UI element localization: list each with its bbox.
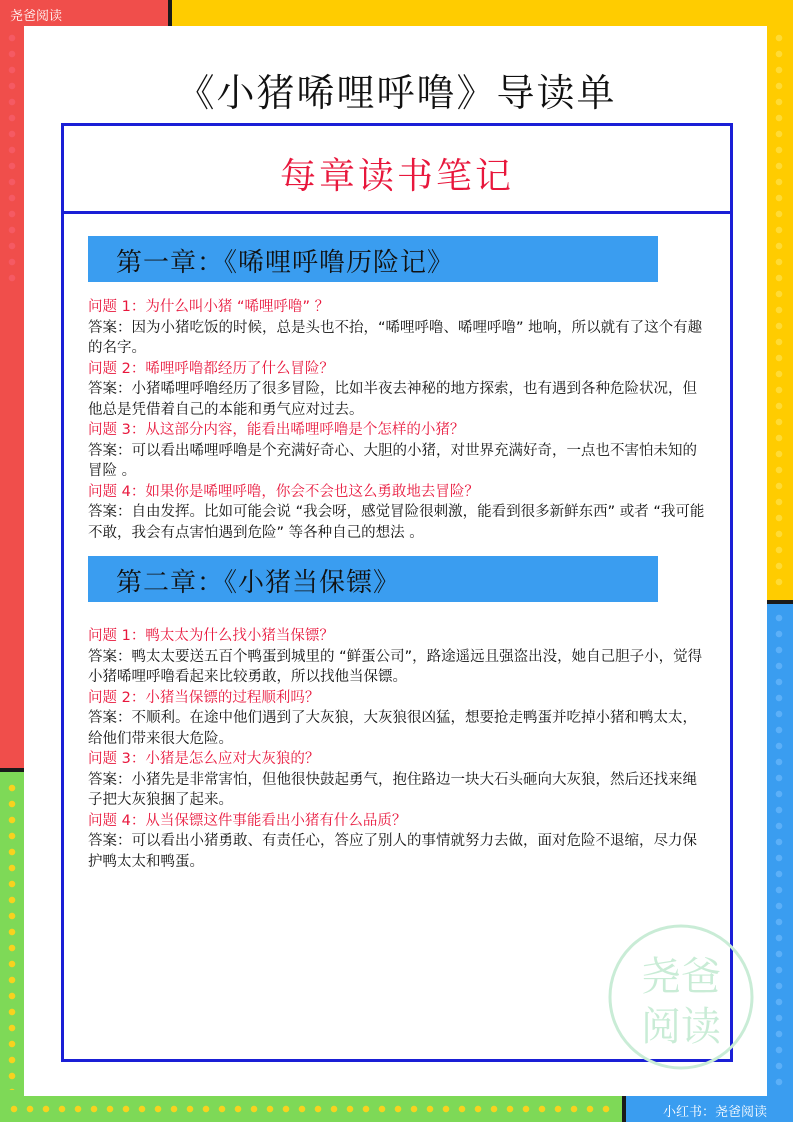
frame-yellow-top bbox=[170, 0, 793, 26]
divider-top bbox=[168, 0, 172, 26]
chapter-1-heading: 第一章：《唏哩呼噜历险记》 bbox=[116, 248, 455, 278]
corner-label: 尧爸阅读 bbox=[10, 9, 63, 24]
chapter-2-bar bbox=[88, 556, 658, 602]
answer: 答案：可以看出小猪勇敢、有责任心，答应了别人的事情就努力去做，面对危险不退缩，尽力保护鸭太太和鸭蛋。 bbox=[88, 833, 697, 870]
question: 问题 1：鸭太太为什么找小猪当保镖？ bbox=[88, 628, 334, 644]
watermark-line2: 阅读 bbox=[641, 1004, 721, 1050]
answer: 答案：因为小猪吃饭的时候，总是头也不抬，“唏哩呼噜、唏哩呼噜” 地响，所以就有了这个有趣的名字。 bbox=[88, 319, 703, 356]
question: 问题 3：从这部分内容，能看出唏哩呼噜是个怎样的小猪？ bbox=[88, 422, 465, 438]
footer-label: 小红书：尧爸阅读 bbox=[662, 1105, 767, 1120]
question: 问题 1：为什么叫小猪 “唏哩呼噜” ？ bbox=[88, 299, 330, 315]
divider-left bbox=[0, 768, 24, 772]
dots-left-green bbox=[4, 780, 22, 1090]
question: 问题 4：从当保镖这件事能看出小猪有什么品质？ bbox=[88, 812, 407, 829]
section-header: 每章读书笔记 bbox=[279, 156, 514, 197]
header-box bbox=[61, 123, 733, 214]
answer: 答案：不顺利。在途中他们遇到了大灰狼，大灰狼很凶猛，想要抢走鸭蛋并吃掉小猪和鸭太太，给他们带来很大危险。 bbox=[88, 710, 697, 747]
page-title: 《小猪唏哩呼噜》导读单 bbox=[176, 71, 617, 115]
question: 问题 2：唏哩呼噜都经历了什么冒险？ bbox=[88, 360, 334, 377]
answer: 答案：可以看出唏哩呼噜是个充满好奇心、大胆的小猪，对世界充满好奇，一点也不害怕未知的冒险 。 bbox=[88, 442, 697, 479]
chapter-1-bar bbox=[88, 236, 658, 282]
divider-right bbox=[767, 600, 793, 604]
watermark-line1: 尧爸 bbox=[641, 954, 721, 1000]
dots-bottom bbox=[6, 1101, 616, 1119]
chapter-1-qa bbox=[88, 297, 708, 543]
question: 问题 2：小猪当保镖的过程顺利吗？ bbox=[88, 689, 320, 706]
answer: 答案：鸭太太要送五百个鸭蛋到城里的 “鲜蛋公司”，路途遥远且强盗出没，她自己胆子小，觉得小猪唏哩呼噜看起来比较勇敢，所以找他当保镖。 bbox=[88, 648, 703, 685]
question: 问题 3：小猪是怎么应对大灰狼的？ bbox=[88, 751, 320, 767]
dots-right-blue bbox=[771, 610, 789, 1090]
answer: 答案：小猪唏哩呼噜经历了很多冒险，比如半夜去神秘的地方探索，也有遇到各种危险状况，但他总是凭借着自己的本能和勇气应对过去。 bbox=[88, 381, 697, 418]
answer: 答案：小猪先是非常害怕，但他很快鼓起勇气，抱住路边一块大石头砸向大灰狼，然后还找来绳子把大灰狼捆了起来。 bbox=[88, 771, 697, 808]
chapter-2-heading: 第二章：《小猪当保镖》 bbox=[116, 568, 401, 598]
watermark-seal bbox=[606, 922, 756, 1072]
question: 问题 4：如果你是唏哩呼噜，你会不会也这么勇敢地去冒险？ bbox=[88, 483, 479, 500]
chapter-2-qa bbox=[88, 626, 708, 872]
answer: 答案：自由发挥。比如可能会说 “我会呀，感觉冒险很刺激，能看到很多新鲜东西” 或者 “我可能不敢，我会有点害怕遇到危险” 等各种自己的想法 。 bbox=[88, 504, 705, 541]
